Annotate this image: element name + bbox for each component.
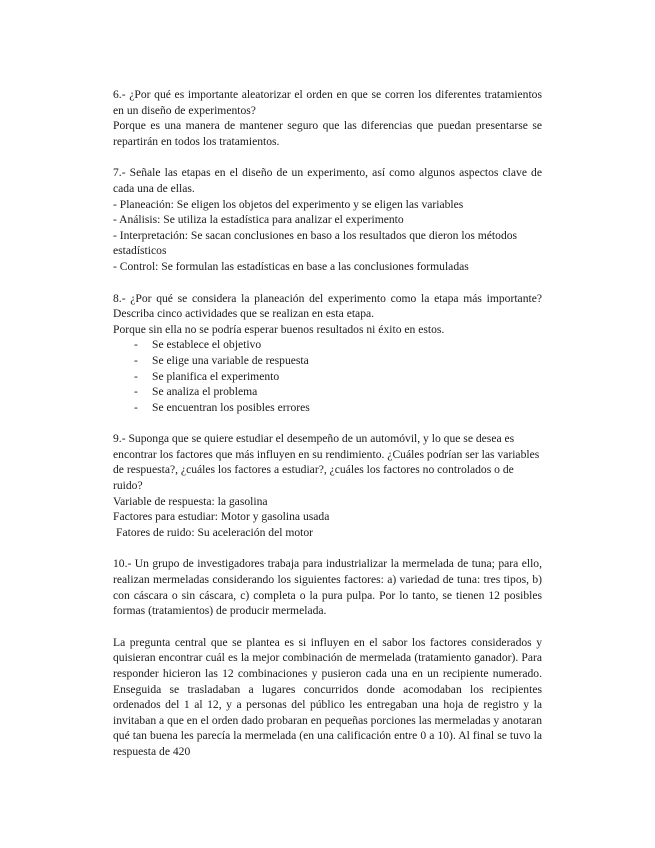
stage-item: - Interpretación: Se sacan conclusiones en baso a los resultados que dieron los métodos estadísticos xyxy=(113,228,518,258)
activity-item: - Se encuentran los posibles errores xyxy=(113,400,542,416)
activity-item: - Se establece el objetivo xyxy=(113,337,542,353)
activity-item: - Se elige una variable de respuesta xyxy=(113,353,542,369)
question-8 xyxy=(113,291,542,416)
question-7-text: 7.- Señale las etapas en el diseño de un experimento, así como algunos aspectos clave de cada una de ellas. xyxy=(113,166,542,195)
stage-item: - Análisis: Se utiliza la estadística para analizar el experimento xyxy=(113,213,404,227)
question-10-text: 10.- Un grupo de investigadores trabaja para industrializar la mermelada de tuna; para ello, realizan mermeladas considerando los siguientes factores: a) variedad de tuna: tres tipos, b) con cáscara o sin cáscara, c) completa o la pura pulpa. Por lo tanto, se tienen 12 posibles formas (tratamientos) de producir mermelada. xyxy=(113,557,542,618)
question-8-text: 8.- ¿Por qué se considera la planeación del experimento como la etapa más importante? Describa cinco actividades que se realizan en esta etapa. xyxy=(113,291,542,321)
noise-factors: Fatores de ruido: Su aceleración del motor xyxy=(116,525,314,539)
question-10 xyxy=(113,556,542,618)
study-factors: Factores para estudiar: Motor y gasolina usada xyxy=(113,510,330,524)
question-9 xyxy=(113,431,542,540)
stage-item: - Planeación: Se eligen los objetos del experimento y se eligen las variables xyxy=(113,197,464,211)
question-8-answer: Porque sin ella no se podría esperar buenos resultados ni éxito en estos. xyxy=(113,322,445,336)
question-10-paragraph: La pregunta central que se plantea es si influyen en el sabor los factores considerados y quisieran encontrar cuál es la mejor combinación de mermelada (tratamiento ganador). Para responder hicieron las 12 combinaciones y pusieron cada una en un recipiente numerado. Enseguida se trasladaban a lugares concurridos donde acomodaban los recipientes ordenados del 1 al 12, y a personas del público les entregaban una hoja de registro y la invitaban a que en el orden dado probaran en pequeñas porciones las mermeladas y anotaran qué tan buena les parecía la mermelada (en una calificación entre 0 a 10). Al final se tuvo la respuesta de 420 xyxy=(113,635,542,758)
activity-item: - Se analiza el problema xyxy=(113,384,542,400)
question-9-text: 9.- Suponga que se quiere estudiar el desempeño de un automóvil, y lo que se desea es encontrar los factores que más influyen en su rendimiento. ¿Cuáles podrían ser las variables de respuesta?, ¿cuáles los factores a estudiar?, ¿cuáles los factores no controlados o de ruido? xyxy=(113,432,540,493)
activity-item: - Se planifica el experimento xyxy=(113,369,542,385)
question-10-continuation xyxy=(113,635,542,760)
document-body xyxy=(113,87,542,776)
question-6-answer: Porque es una manera de mantener seguro que las diferencias que puedan presentarse se repartirán en todos los tratamientos. xyxy=(113,119,542,148)
response-variable: Variable de respuesta: la gasolina xyxy=(113,494,268,508)
question-6 xyxy=(113,87,542,149)
question-6-text: 6.- ¿Por qué es importante aleatorizar el orden en que se corren los diferentes tratamientos en un diseño de experimentos? xyxy=(113,88,542,117)
activities-list xyxy=(113,337,542,415)
question-7 xyxy=(113,165,542,274)
stage-item: - Control: Se formulan las estadísticas en base a las conclusiones formuladas xyxy=(113,259,469,273)
